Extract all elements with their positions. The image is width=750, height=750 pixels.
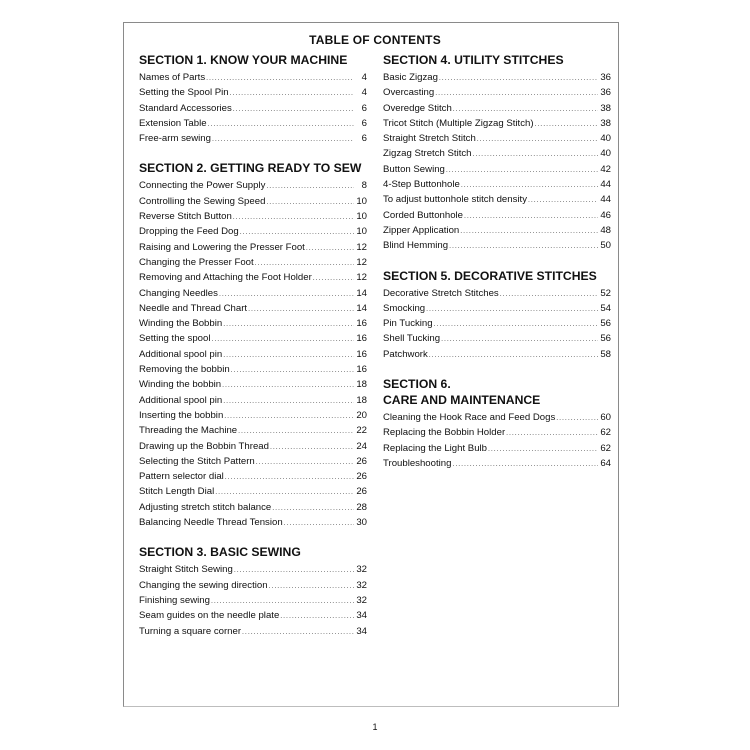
dot-leader (222, 377, 354, 393)
toc-entry[interactable] (383, 101, 611, 116)
toc-entry[interactable] (139, 209, 367, 224)
dot-leader (284, 515, 354, 531)
toc-entry-page: 18 (356, 394, 367, 406)
toc-entry[interactable] (139, 500, 367, 515)
dot-leader (248, 301, 354, 317)
toc-entry[interactable] (139, 624, 367, 639)
toc-entry[interactable] (383, 208, 611, 223)
dot-leader (461, 177, 598, 193)
toc-entry[interactable] (139, 240, 367, 255)
toc-section (139, 160, 367, 530)
toc-entry-title: Additional spool pin (139, 394, 223, 406)
toc-entry-page: 42 (600, 163, 611, 175)
toc-entry[interactable] (139, 101, 367, 116)
toc-entry-title: 4-Step Buttonhole (383, 179, 460, 191)
dot-leader (434, 316, 598, 332)
toc-section (383, 376, 611, 471)
toc-entry-title: Shell Tucking (383, 333, 441, 345)
toc-entry[interactable] (139, 301, 367, 316)
toc-entry[interactable] (139, 562, 367, 577)
toc-entry-page: 4 (361, 72, 367, 83)
toc-entry-page: 6 (361, 102, 367, 114)
toc-entry-title: Raising and Lowering the Presser Foot (139, 241, 305, 253)
toc-entry-page: 14 (356, 302, 367, 314)
toc-entry-page: 16 (356, 318, 367, 330)
right-column (383, 52, 611, 485)
dot-leader (473, 146, 598, 162)
dot-leader (238, 423, 354, 439)
dot-leader (449, 238, 598, 254)
toc-entry-page: 40 (600, 148, 611, 160)
toc-entry[interactable] (139, 484, 367, 499)
dot-leader (266, 178, 354, 194)
toc-entry-page: 64 (600, 457, 611, 469)
toc-entry-title: Zigzag Stretch Stitch (383, 148, 472, 160)
toc-entry[interactable] (383, 441, 611, 456)
dot-leader (269, 578, 354, 594)
toc-entry-page: 34 (356, 625, 367, 637)
toc-entry-title: Cleaning the Hook Race and Feed Dogs (383, 412, 556, 424)
dot-leader (500, 286, 598, 302)
toc-entry-page: 52 (600, 287, 611, 299)
toc-section (139, 52, 367, 146)
dot-leader (234, 562, 354, 578)
dot-leader (256, 454, 354, 470)
toc-entry[interactable] (383, 162, 611, 177)
dot-leader (223, 393, 354, 409)
toc-entry-title: Tricot Stitch (Multiple Zigzag Stitch) (383, 117, 534, 129)
toc-entry-title: Straight Stretch Stitch (383, 133, 476, 145)
dot-leader (219, 286, 354, 302)
toc-entry-page: 16 (356, 348, 367, 360)
toc-entry[interactable] (383, 146, 611, 161)
dot-leader (211, 331, 354, 347)
section-heading: SECTION 3. BASIC SEWING (139, 545, 301, 560)
toc-entry-title: Removing and Attaching the Foot Holder (139, 272, 312, 284)
toc-entry[interactable] (139, 85, 367, 100)
section-subheading: CARE AND MAINTENANCE (383, 393, 541, 408)
toc-entry-title: Additional spool pin (139, 348, 223, 360)
left-column (139, 52, 367, 653)
dot-leader (556, 410, 598, 426)
dot-leader (206, 70, 354, 86)
dot-leader (452, 456, 598, 472)
dot-leader (464, 208, 598, 224)
toc-entry-title: Zipper Application (383, 224, 460, 236)
dot-leader (528, 192, 598, 208)
toc-entry[interactable] (383, 116, 611, 131)
section-heading: SECTION 6. (383, 377, 451, 392)
toc-entry-title: Patchwork (383, 348, 428, 360)
dot-leader (224, 408, 354, 424)
toc-entry-title: Changing the sewing direction (139, 579, 268, 591)
toc-entry-page: 62 (600, 427, 611, 439)
toc-entry-page: 16 (356, 333, 367, 345)
toc-entry-title: Names of Parts (139, 72, 206, 83)
toc-entry-page: 54 (600, 302, 611, 314)
toc-entry-title: Seam guides on the needle plate (139, 610, 280, 622)
toc-entry[interactable] (139, 316, 367, 331)
toc-entry-title: Threading the Machine (139, 425, 238, 437)
toc-entry-title: Winding the Bobbin (139, 318, 223, 330)
toc-entry-page: 62 (600, 442, 611, 454)
dot-leader (233, 209, 354, 225)
dot-leader (208, 116, 354, 132)
toc-entry-page: 46 (600, 209, 611, 221)
toc-section (139, 544, 367, 638)
toc-entry-page: 32 (356, 579, 367, 591)
toc-entry-title: Winding the bobbin (139, 379, 222, 391)
toc-entry-title: Balancing Needle Thread Tension (139, 517, 283, 529)
toc-entry-title: Standard Accessories (139, 102, 232, 114)
toc-entry[interactable] (383, 131, 611, 146)
toc-entry-page: 34 (356, 610, 367, 622)
toc-entry[interactable] (139, 578, 367, 593)
toc-entry-page: 48 (600, 224, 611, 236)
toc-entry-page: 32 (356, 564, 367, 576)
toc-entry-page: 44 (600, 179, 611, 191)
dot-leader (272, 500, 354, 516)
toc-entry-title: Decorative Stretch Stitches (383, 287, 499, 299)
toc-entry-page: 38 (600, 117, 611, 129)
toc-entry-page: 36 (600, 72, 611, 83)
toc-entry-title: Controlling the Sewing Speed (139, 195, 266, 207)
dot-leader (270, 439, 354, 455)
toc-entry-title: Troubleshooting (383, 457, 452, 469)
dot-leader (215, 484, 354, 500)
toc-entry-page: 10 (356, 211, 367, 223)
toc-entry-page: 30 (356, 517, 367, 529)
toc-entry-page: 6 (361, 117, 367, 129)
toc-entry-title: Pin Tucking (383, 318, 433, 330)
toc-entry-title: Button Sewing (383, 163, 445, 175)
section-heading: SECTION 1. KNOW YOUR MACHINE (139, 53, 348, 67)
dot-leader (446, 162, 598, 178)
toc-entry[interactable] (383, 192, 611, 207)
toc-entry-title: Extension Table (139, 117, 207, 129)
toc-section (383, 268, 611, 362)
dot-leader (506, 425, 598, 441)
toc-entry[interactable] (139, 331, 367, 346)
toc-section (383, 52, 611, 254)
toc-entry-title: To adjust buttonhole stitch density (383, 194, 527, 206)
toc-entry-title: Dropping the Feed Dog (139, 226, 239, 238)
toc-entry[interactable] (139, 255, 367, 270)
toc-entry[interactable] (139, 593, 367, 608)
toc-entry-page: 8 (361, 180, 367, 192)
toc-entry-title: Replacing the Light Bulb (383, 442, 488, 454)
toc-entry-title: Changing Needles (139, 287, 218, 299)
toc-entry[interactable] (383, 456, 611, 471)
toc-entry[interactable] (383, 331, 611, 346)
toc-entry-title: Free-arm sewing (139, 133, 211, 145)
toc-entry-page: 24 (356, 440, 367, 452)
toc-entry-page: 26 (356, 486, 367, 498)
toc-entry[interactable] (383, 177, 611, 192)
toc-entry-title: Blind Hemming (383, 240, 449, 252)
dot-leader (488, 441, 598, 457)
toc-entry-title: Finishing sewing (139, 594, 210, 606)
dot-leader (535, 116, 598, 132)
toc-entry[interactable] (139, 469, 367, 484)
dot-leader (233, 101, 354, 117)
toc-entry[interactable] (139, 70, 367, 85)
dot-leader (230, 85, 354, 101)
toc-entry-title: Basic Zigzag (383, 72, 438, 83)
toc-entry-title: Selecting the Stitch Pattern (139, 455, 255, 467)
toc-entry[interactable] (139, 408, 367, 423)
toc-entry-title: Replacing the Bobbin Holder (383, 427, 506, 439)
toc-entry-page: 14 (356, 287, 367, 299)
toc-entry-title: Corded Buttonhole (383, 209, 464, 221)
toc-entry[interactable] (383, 85, 611, 100)
dot-leader (280, 608, 354, 624)
toc-entry-page: 12 (356, 272, 367, 284)
toc-entry[interactable] (139, 347, 367, 362)
toc-entry-page: 38 (600, 102, 611, 114)
toc-entry[interactable] (383, 425, 611, 440)
section-heading: SECTION 2. GETTING READY TO SEW (139, 161, 362, 176)
toc-entry-title: Needle and Thread Chart (139, 302, 248, 314)
dot-leader (242, 624, 354, 640)
toc-entry-title: Changing the Presser Foot (139, 256, 254, 268)
toc-entry-page: 44 (600, 194, 611, 206)
dot-leader (266, 194, 354, 210)
toc-entry-title: Turning a square corner (139, 625, 242, 637)
toc-entry[interactable] (139, 178, 367, 193)
dot-leader (426, 301, 598, 317)
toc-entry-page: 58 (600, 348, 611, 360)
toc-entry[interactable] (139, 131, 367, 146)
section-heading: SECTION 5. DECORATIVE STITCHES (383, 268, 597, 283)
toc-entry[interactable] (383, 301, 611, 316)
toc-entry[interactable] (139, 270, 367, 285)
toc-entry-page: 20 (356, 409, 367, 421)
toc-entry-page: 16 (356, 364, 367, 376)
toc-entry-title: Drawing up the Bobbin Thread (139, 440, 269, 452)
toc-entry[interactable] (383, 238, 611, 253)
toc-entry-title: Adjusting stretch stitch balance (139, 501, 272, 513)
toc-entry-title: Removing the bobbin (139, 364, 230, 376)
toc-entry-page: 12 (356, 256, 367, 268)
page-title: TABLE OF CONTENTS (309, 33, 441, 47)
toc-entry[interactable] (139, 454, 367, 469)
toc-entry[interactable] (383, 410, 611, 425)
dot-leader (441, 331, 598, 347)
toc-entry[interactable] (139, 515, 367, 530)
toc-entry-title: Overcasting (383, 87, 435, 99)
toc-entry-title: Stitch Length Dial (139, 486, 215, 498)
dot-leader (231, 362, 354, 378)
toc-entry-page: 26 (356, 471, 367, 483)
toc-entry[interactable] (139, 608, 367, 623)
dot-leader (223, 347, 354, 363)
toc-entry-page: 10 (356, 226, 367, 238)
dot-leader (306, 240, 354, 256)
toc-entry[interactable] (383, 316, 611, 331)
dot-leader (223, 316, 354, 332)
toc-entry[interactable] (139, 194, 367, 209)
toc-entry-title: Overedge Stitch (383, 102, 452, 114)
toc-entry-title: Setting the Spool Pin (139, 87, 229, 99)
dot-leader (313, 270, 354, 286)
toc-entry-page: 28 (356, 501, 367, 513)
dot-leader (460, 223, 598, 239)
toc-entry-page: 12 (356, 241, 367, 253)
toc-entry[interactable] (139, 224, 367, 239)
dot-leader (439, 70, 598, 86)
dot-leader (477, 131, 598, 147)
dot-leader (429, 347, 598, 363)
toc-entry-title: Setting the spool (139, 333, 211, 345)
toc-entry-page: 10 (356, 195, 367, 207)
toc-entry[interactable] (139, 362, 367, 377)
toc-entry-page: 26 (356, 455, 367, 467)
dot-leader (435, 85, 598, 101)
toc-entry-title: Pattern selector dial (139, 471, 224, 483)
toc-entry-page: 32 (356, 594, 367, 606)
toc-entry[interactable] (383, 70, 611, 85)
toc-entry[interactable] (139, 116, 367, 131)
toc-entry-title: Straight Stitch Sewing (139, 564, 233, 576)
section-heading: SECTION 4. UTILITY STITCHES (383, 53, 564, 67)
toc-entry-title: Connecting the Power Supply (139, 180, 266, 192)
toc-entry[interactable] (139, 286, 367, 301)
toc-entry-page: 50 (600, 240, 611, 252)
toc-entry-title: Smocking (383, 302, 426, 314)
toc-entry-page: 40 (600, 133, 611, 145)
toc-entry[interactable] (383, 347, 611, 362)
toc-entry-page: 22 (356, 425, 367, 437)
toc-entry-page: 4 (361, 87, 367, 99)
toc-entry[interactable] (139, 393, 367, 408)
dot-leader (240, 224, 354, 240)
dot-leader (225, 469, 354, 485)
toc-entry-page: 36 (600, 87, 611, 99)
toc-entry-title: Reverse Stitch Button (139, 211, 232, 223)
toc-entry-page: 18 (356, 379, 367, 391)
toc-entry[interactable] (139, 423, 367, 438)
toc-entry[interactable] (383, 286, 611, 301)
dot-leader (211, 593, 354, 609)
toc-entry-page: 56 (600, 333, 611, 345)
toc-entry-page: 60 (600, 412, 611, 424)
toc-entry[interactable] (383, 223, 611, 238)
toc-entry[interactable] (139, 377, 367, 392)
toc-entry-page: 6 (361, 133, 367, 145)
dot-leader (255, 255, 354, 271)
page-number: 1 (372, 722, 378, 732)
toc-entry-page: 56 (600, 318, 611, 330)
dot-leader (453, 101, 598, 117)
toc-entry[interactable] (139, 439, 367, 454)
toc-entry-title: Inserting the bobbin (139, 409, 224, 421)
dot-leader (212, 131, 354, 147)
